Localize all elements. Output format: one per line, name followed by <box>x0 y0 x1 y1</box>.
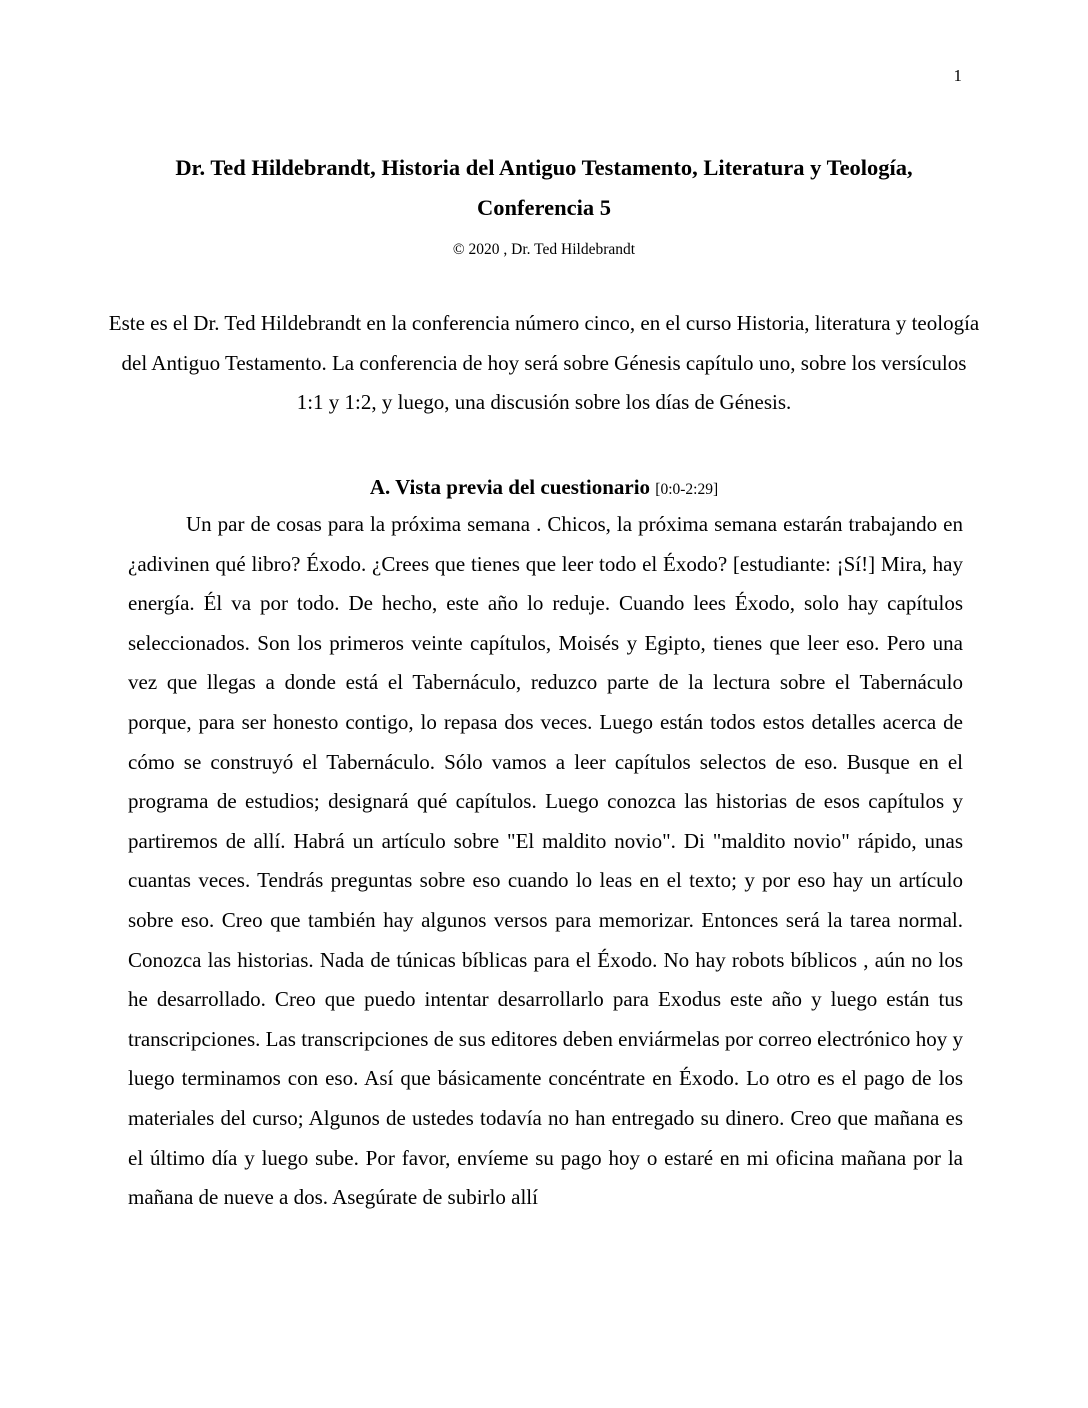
section-timestamp: [0:0-2:29] <box>655 481 719 498</box>
copyright-notice: © 2020 , Dr. Ted Hildebrandt <box>452 241 636 258</box>
body-paragraph: Un par de cosas para la próxima semana . Chicos, la próxima semana estarán trabajando en ¿adivinen qué libro? Éxodo. ¿Crees que tienes que leer todo el Éxodo? [estudiante: ¡Sí!] Mira, hay energía. Él va por todo. De hecho, este año lo reduje. Cuando lees Éxodo, solo hay capítulos seleccionados. Son los primeros veinte capítulos, Moisés y Egipto, tienes que leer eso. Pero una vez que llegas a donde está el Tabernáculo, reduzco parte de la lectura sobre el Tabernáculo porque, para ser honesto contigo, lo repasa dos veces. Luego están todos estos detalles acerca de cómo se construyó el Tabernáculo. Sólo vamos a leer capítulos selectos de eso. Busque en el programa de estudios; designará qué capítulos. Luego conozca las historias de esos capítulos y partiremos de allí. Habrá un artículo sobre "El maldito novio". Di "maldito novio" rápido, unas cuantas veces. Tendrás preguntas sobre eso cuando lo leas en el texto; y por eso hay un artículo sobre eso. Creo que también hay algunos versos para memorizar. Entonces será la tarea normal. Conozca las historias. Nada de túnicas bíblicas para el Éxodo. No hay robots bíblicos , aún no los he desarrollado. Creo que puedo intentar desarrollarlo para Exodus este año y luego están tus transcripciones. Las transcripciones de sus editores deben enviármelas por correo electrónico hoy y luego terminamos con eso. Así que básicamente concéntrate en Éxodo. Lo otro es el pago de los materiales del curso; Algunos de ustedes todavía no han entregado su dinero. Creo que mañana es el último día y luego sube. Por favor, envíeme su pago hoy o estaré en mi oficina mañana por la mañana de nueve a dos. Asegúrate de subirlo allí <box>128 512 963 1210</box>
title-line-2: Conferencia 5 <box>477 195 611 220</box>
intro-paragraph: Este es el Dr. Ted Hildebrandt en la conferencia número cinco, en el curso Historia, literatura y teología del Antiguo Testamento. La conferencia de hoy será sobre Génesis capítulo uno, sobre los versículos 1:1 y 1:2, y luego, una discusión sobre los días de Génesis. <box>108 311 980 414</box>
section-heading <box>100 469 988 508</box>
document-title <box>100 148 988 228</box>
section-heading-text: A. Vista previa del cuestionario <box>369 475 651 499</box>
page-number: 1 <box>953 66 962 85</box>
title-line-1: Dr. Ted Hildebrandt, Historia del Antiguo Testamento, Literatura y Teología, <box>175 155 913 180</box>
